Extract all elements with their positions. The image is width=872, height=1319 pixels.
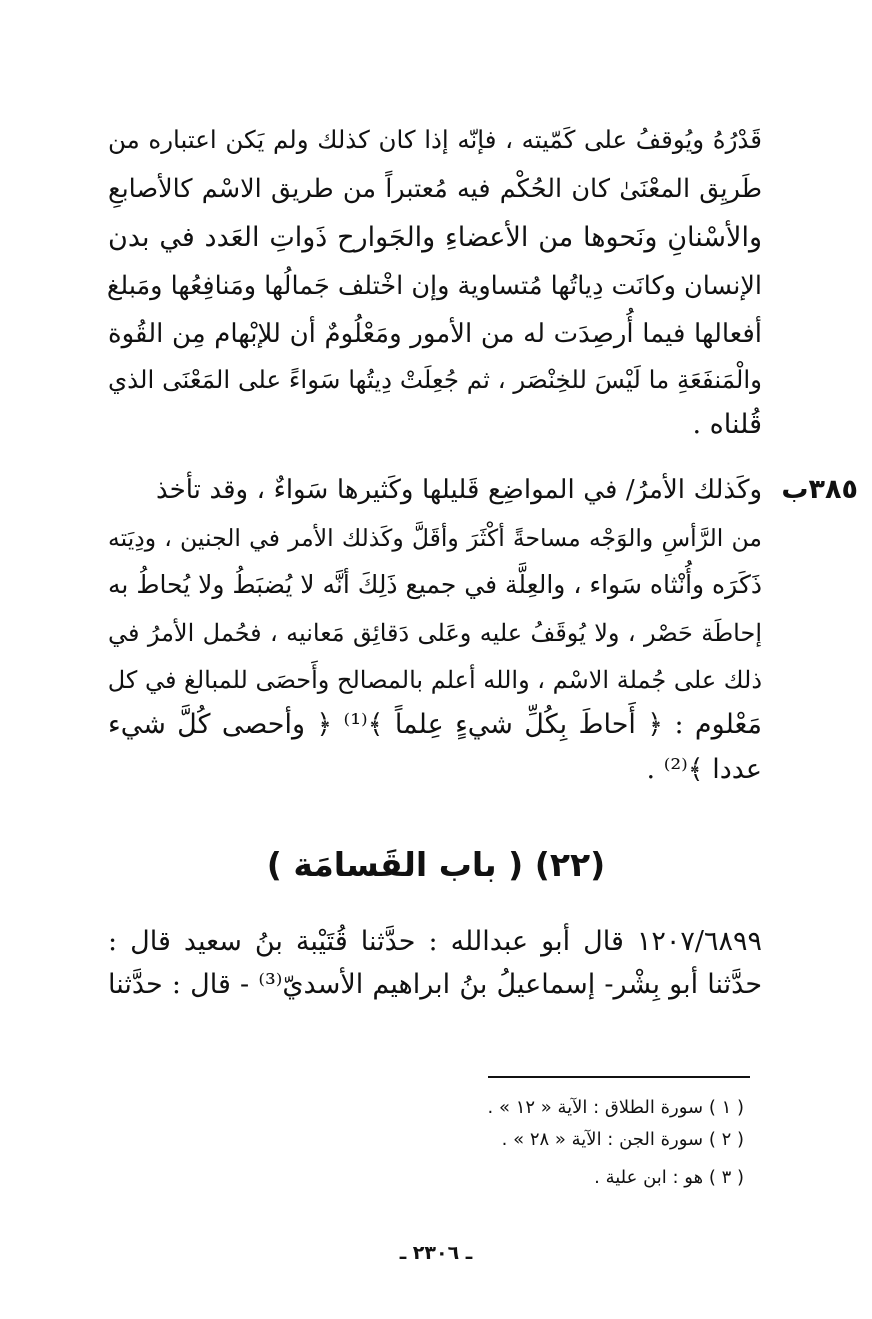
text-line: قَدْرُهُ ويُوقفُ على كَمّيته ، فإنّه إذا كان كذلك ولم يَكن اعتباره من bbox=[108, 125, 762, 154]
footnote: ( ١ ) سورة الطلاق : الآية « ١٢ » . bbox=[487, 1097, 744, 1118]
text-line: قُلناه . bbox=[692, 409, 762, 440]
text-line: والأسْنانِ ونَحوها من الأعضاءِ والجَوارح ذَواتِ العَدد في بدن bbox=[108, 222, 762, 253]
text-line: وكَذلك الأمرُ/ في المواضِع قَليلها وكَثيرها سَواءٌ ، وقد تأخذ bbox=[156, 475, 762, 505]
text-line: أفعالها فيما أُرصِدَت له من الأمور ومَعْلُومٌ أن للإبْهام مِن القُوة bbox=[108, 319, 762, 349]
text-line: إحاطَة حَصْر ، ولا يُوقَفُ عليه وعَلى دَقائِق مَعانيه ، فحُمل الأمرُ في bbox=[108, 619, 762, 647]
footnote: ( ٣ ) هو : ابن علية . bbox=[594, 1167, 744, 1188]
text-line: ١٢٠٧/٦٨٩٩ قال أبو عبدالله : حدَّثنا قُتَيْبة بنُ سعيد قال : bbox=[108, 926, 762, 957]
margin-folio-note: ٣٨٥ب bbox=[781, 474, 858, 505]
text-line: طَريِق المعْنَىٰ كان الحُكْم فيه مُعتبراً من طريق الاسْم كالأصابعِ bbox=[108, 174, 762, 204]
text-line: والْمَنفَعَةِ ما لَيْسَ للخِنْصَر ، ثم جُعِلَتْ دِيتُها سَواءً على المَعْنَى الذي bbox=[108, 365, 762, 394]
text-line: عددا ﴾⁽²⁾ . bbox=[646, 754, 762, 785]
text-line: ذَكَرَه وأُنْثاه سَواء ، والعِلَّة في جميع ذَلِكَ أنَّه لا يُضبَطُ ولا يُحاطُ به bbox=[108, 570, 762, 599]
page-number: ـ ٢٣٠٦ ـ bbox=[399, 1242, 473, 1264]
text-line: ذلك على جُملة الاسْم ، والله أعلم بالمصالح وأَحصَى للمبالغ في كل bbox=[107, 666, 762, 694]
footnote: ( ٢ ) سورة الجن : الآية « ٢٨ » . bbox=[501, 1129, 744, 1150]
chapter-heading: (٢٢) ( باب القَسامَة ) bbox=[266, 845, 606, 884]
text-line: حدَّثنا أبو بِشْر- إسماعيلُ بنُ ابراهيم الأسديّ⁽³⁾ - قال : حدَّثنا bbox=[108, 969, 763, 1000]
footnote-separator bbox=[488, 1076, 750, 1078]
text-line: مَعْلوم : ﴿ أَحاطَ بِكُلِّ شيءٍ عِلماً ﴾⁽¹⁾ ﴿ وأحصى كُلَّ شيء bbox=[108, 709, 762, 740]
text-line: من الرَّأسِ والوَجْه مساحةً أكْثَرَ وأقَلَّ وكَذلك الأمر في الجنين ، ودِيَته bbox=[108, 524, 762, 552]
text-line: الإنسان وكانَت دِياتُها مُتساوية وإن اخْتلف جَمالُها ومَنافِعُها ومَبلغ bbox=[106, 271, 762, 301]
